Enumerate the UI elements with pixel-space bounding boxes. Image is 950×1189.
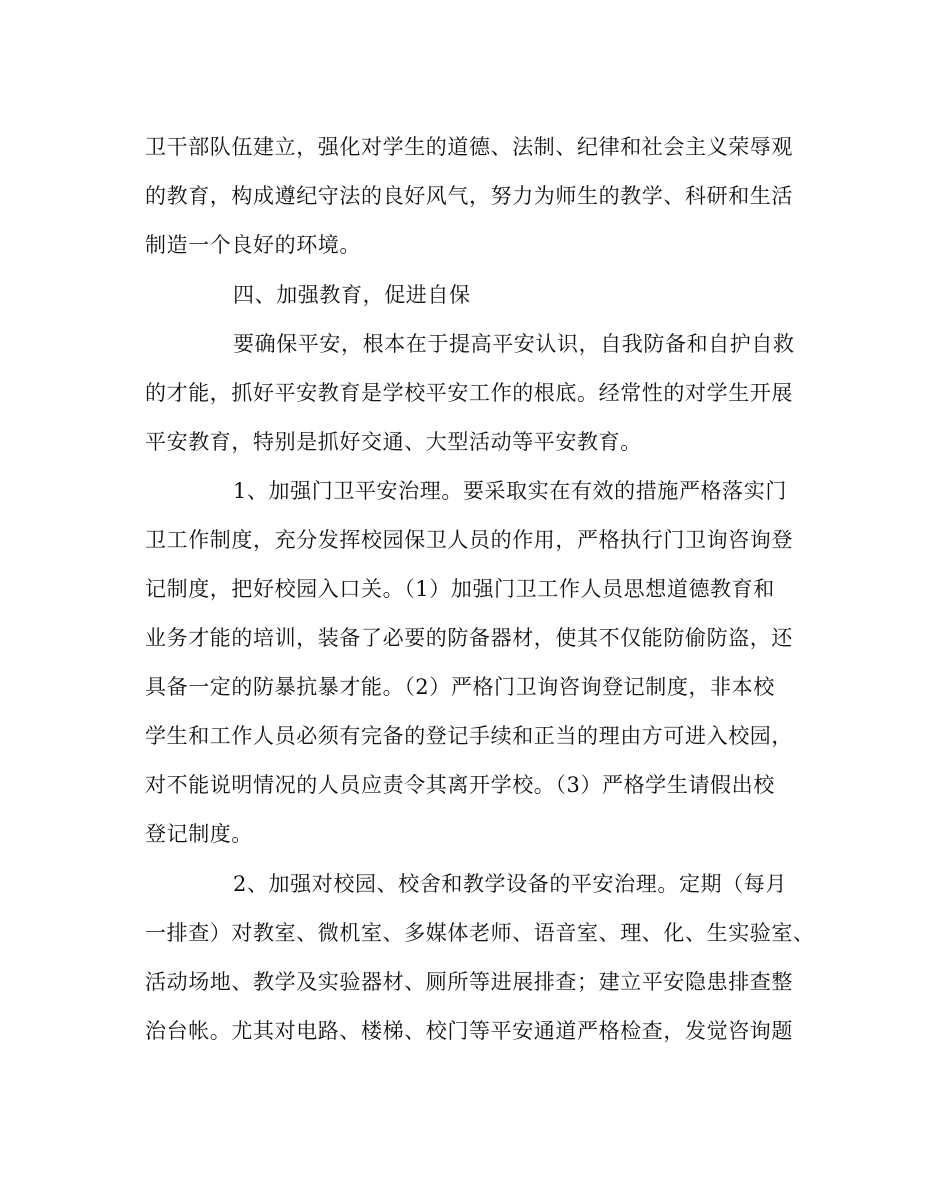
body-text-line: 的才能，抓好平安教育是学校平安工作的根底。经常性的对学生开展 [145,381,793,405]
body-text-line: 登记制度。 [145,822,253,846]
body-text-line: 具备一定的防暴抗暴才能。（2）严格门卫询咨询登记制度，非本校 [145,675,775,699]
body-text-line: 的教育，构成遵纪守法的良好风气，努力为师生的教学、科研和生活 [145,184,793,208]
body-text-line: 卫干部队伍建立，强化对学生的道德、法制、纪律和社会主义荣辱观 [145,135,793,159]
body-text-line: 学生和工作人员必须有完备的登记手续和正当的理由方可进入校园， [145,724,793,748]
body-text-line: 业务才能的培训，装备了必要的防备器材，使其不仅能防偷防盗，还 [145,626,793,650]
body-text-line: 对不能说明情况的人员应责令其离开学校。（3）严格学生请假出校 [145,773,775,797]
body-text-line: 一排查）对教室、微机室、多媒体老师、语音室、理、化、生实验室、 [145,921,815,945]
body-text-line: 2、加强对校园、校舍和教学设备的平安治理。定期（每月 [233,872,787,896]
body-text-line: 平安教育，特别是抓好交通、大型活动等平安教育。 [145,430,642,454]
body-text-line: 活动场地、教学及实验器材、厕所等进展排查；建立平安隐患排查整 [145,970,793,994]
section-heading: 四、加强教育，促进自保 [233,283,471,307]
body-text-line: 记制度，把好校园入口关。（1）加强门卫工作人员思想道德教育和 [145,577,775,601]
body-text-line: 要确保平安，根本在于提高平安认识，自我防备和自护自救 [233,332,795,356]
body-text-line: 卫工作制度，充分发挥校园保卫人员的作用，严格执行门卫询咨询登 [145,528,793,552]
body-text-line: 治台帐。尤其对电路、楼梯、校门等平安通道严格检查，发觉咨询题 [145,1019,793,1043]
body-text-line: 1、加强门卫平安治理。要采取实在有效的措施严格落实门 [233,479,787,503]
body-text-line: 制造一个良好的环境。 [145,233,361,257]
